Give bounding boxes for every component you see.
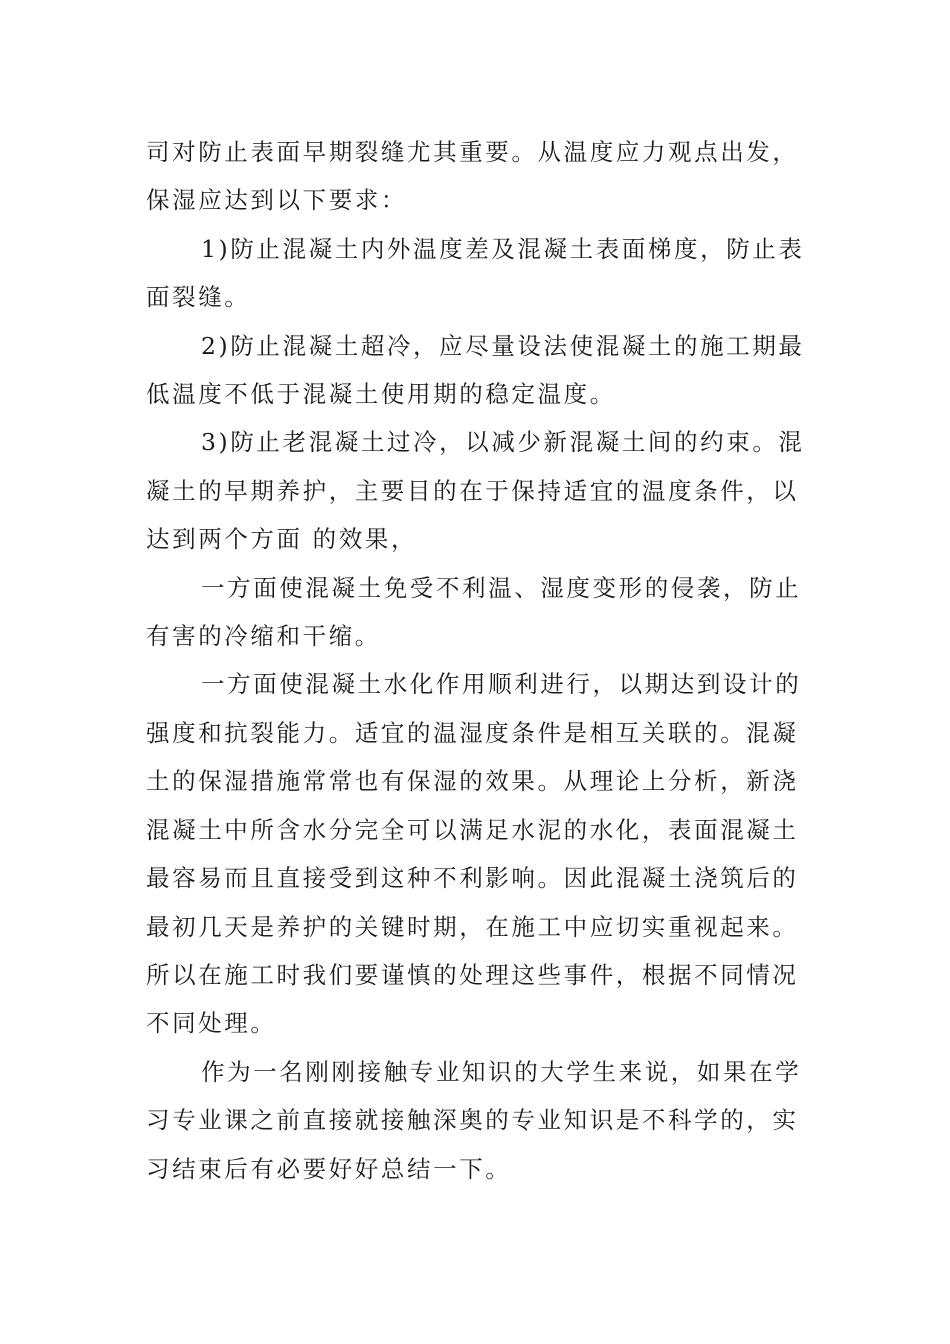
text-line: 达到两个方面 的效果， bbox=[146, 525, 418, 554]
text-line: 1)防止混凝土内外温度差及混凝土表面梯度，防止表 bbox=[201, 234, 805, 263]
text-line: 保湿应达到以下要求： bbox=[146, 186, 407, 215]
paragraph-6 bbox=[146, 660, 806, 1047]
paragraph-2 bbox=[146, 225, 806, 322]
text-line: 习专业课之前直接就接触深奥的专业知识是不科学的，实 bbox=[146, 1106, 799, 1135]
text-line: 习结束后有必要好好总结一下。 bbox=[146, 1154, 512, 1183]
text-line: 2)防止混凝土超冷，应尽量设法使混凝土的施工期最 bbox=[201, 331, 805, 360]
text-line: 最初几天是养护的关键时期，在施工中应切实重视起来。 bbox=[146, 912, 799, 941]
paragraph-5 bbox=[146, 564, 806, 661]
document-body bbox=[146, 128, 806, 1193]
text-line: 面裂缝。 bbox=[146, 283, 251, 312]
text-line: 强度和抗裂能力。适宜的温湿度条件是相互关联的。混凝 bbox=[146, 718, 799, 747]
text-line: 司对防止表面早期裂缝尤其重要。从温度应力观点出发， bbox=[146, 138, 799, 166]
text-line: 最容易而且直接受到这种不利影响。因此混凝土浇筑后的 bbox=[146, 864, 799, 893]
paragraph-1 bbox=[146, 128, 806, 225]
text-line: 作为一名刚刚接触专业知识的大学生来说，如果在学 bbox=[201, 1057, 802, 1086]
paragraph-4 bbox=[146, 418, 806, 563]
text-line: 凝土的早期养护，主要目的在于保持适宜的温度条件，以 bbox=[146, 476, 799, 505]
text-line: 低温度不低于混凝土使用期的稳定温度。 bbox=[146, 380, 616, 409]
paragraph-3 bbox=[146, 322, 806, 419]
text-line: 一方面使混凝土水化作用顺利进行，以期达到设计的 bbox=[201, 670, 802, 699]
text-line: 3)防止老混凝土过冷，以减少新混凝土间的约束。混 bbox=[201, 428, 805, 457]
text-line: 所以在施工时我们要谨慎的处理这些事件，根据不同情况 bbox=[146, 960, 799, 989]
text-line: 有害的冷缩和干缩。 bbox=[146, 622, 381, 651]
text-line: 混凝土中所含水分完全可以满足水泥的水化，表面混凝土 bbox=[146, 815, 799, 844]
paragraph-7 bbox=[146, 1048, 806, 1193]
text-line: 土的保湿措施常常也有保湿的效果。从理论上分析，新浇 bbox=[146, 767, 799, 796]
text-line: 一方面使混凝土免受不利温、湿度变形的侵袭，防止 bbox=[201, 573, 802, 602]
text-line: 不同处理。 bbox=[146, 1009, 277, 1038]
